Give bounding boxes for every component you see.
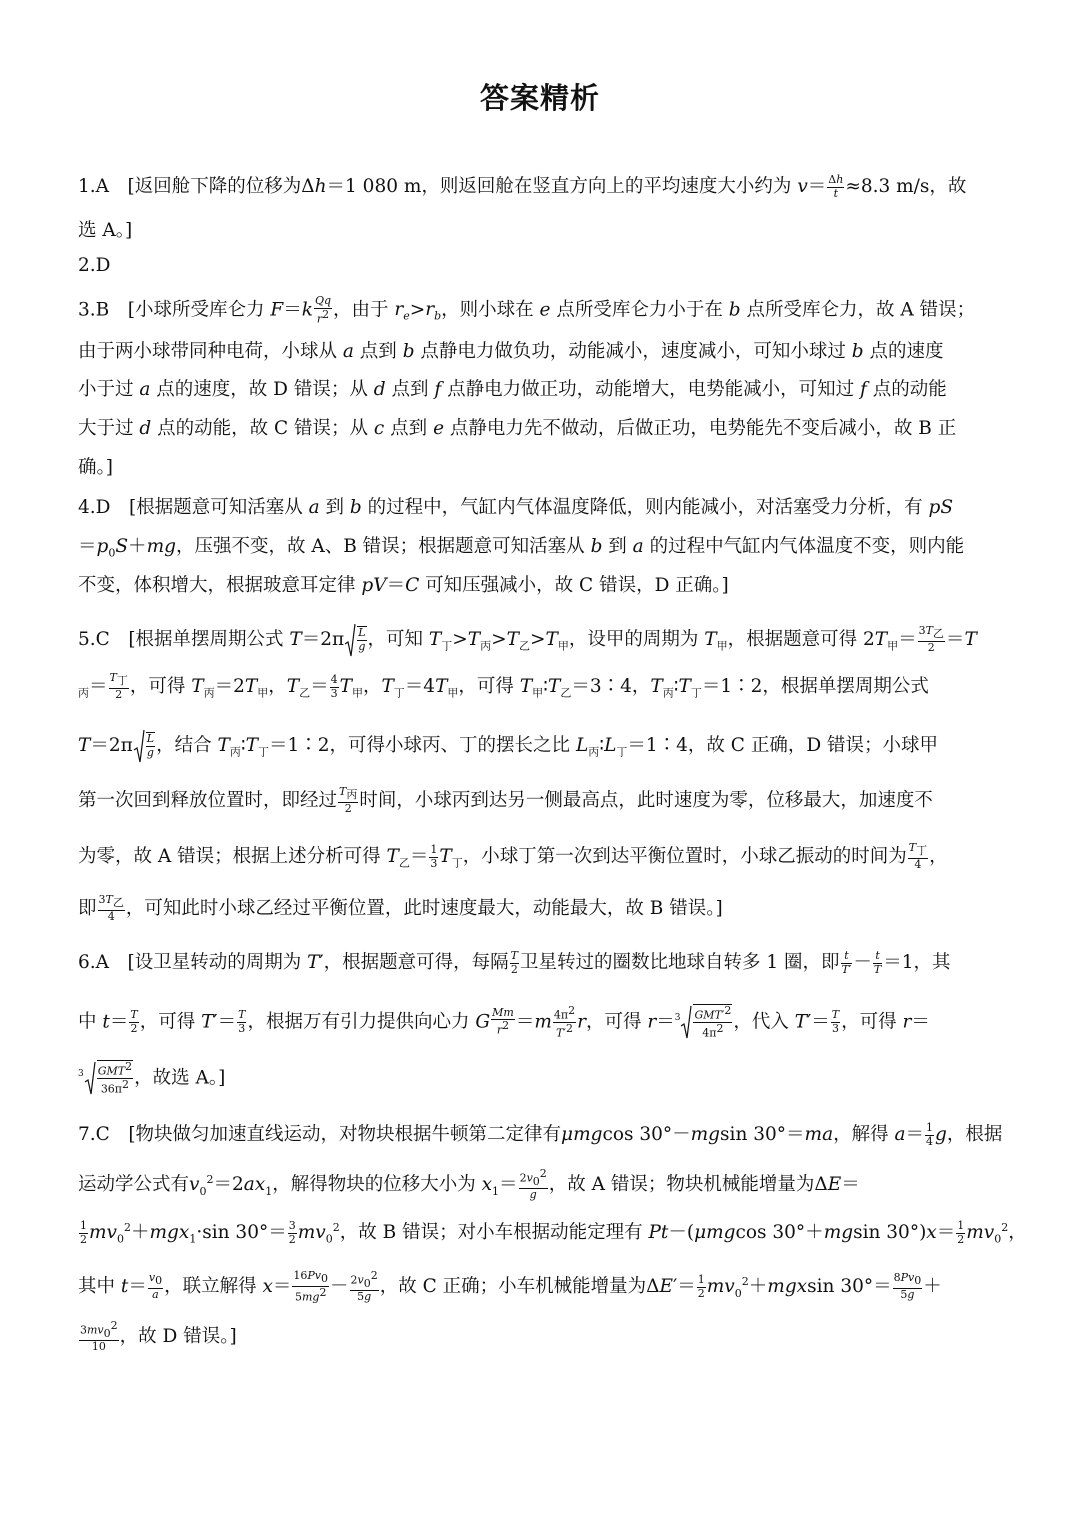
radical-icon [133, 728, 145, 764]
answer-6-line-2: 中 t＝ $\frac{T}{2}$ ，可得 T′＝ $\frac{T}{3}$ ，根据万有引力提供向心力 G $\frac{Mm}{r^2}$ ＝m $\frac{4\pi^2}{T'^2}$ r，可得 r＝$^3$ $GMT'^2$ $4\pi^2$ ，代入 T′＝ $\frac{T}{3}$ ，可得 r＝ [78, 1003, 930, 1040]
answer-3-number: 3.B [78, 299, 110, 321]
answer-4-line-1: 4.D [根据题意可知活塞从 a 到 b 的过程中，气缸内气体温度降低，则内能减小，对活塞受力分析，有 pS [78, 497, 954, 518]
answer-7-line-1: 7.C [物块做匀加速直线运动，对物块根据牛顿第二定律有μmgcos 30°－mgsin 30°＝ma，解得 a＝ $\frac{1}{4}$ g，根据 [78, 1120, 1003, 1148]
answer-6-number: 6.A [78, 952, 110, 973]
answer-6-line-1: 6.A [设卫星转动的周期为 T′，根据题意可得，每隔 $\frac{T}{2}$ 卫星转过的圈数比地球自转多 1 圈，即 $\frac{t}{T'}$ － $\frac{t}{T}$ ＝1，其 [78, 948, 951, 976]
answer-7-line-2: 运动学公式有$v_0^2=2ax_1$，解得物块的位移大小为 $x_1=$ $\frac{2v_0^2}{g}$ ，故 A 错误；物块机械能增量为ΔE＝ [78, 1167, 860, 1202]
answer-5-line-6: 即 $3T_乙$ 4 ，可知此时小球乙经过平衡位置，此时速度最大，动能最大，故 B 错误。] [78, 893, 723, 924]
answer-4-line-3: 不变，体积增大，根据玻意耳定律 pV＝C 可知压强减小，故 C 错误，D 正确。] [78, 575, 729, 596]
answer-3-line-2: 由于两小球带同种电荷，小球从 a 点到 b 点静电力做负功，动能减小，速度减小，可知小球过 b 点的速度 [78, 341, 944, 362]
answer-5-line-4: 第一次回到释放位置时，即经过 $T_丙$ 2 时间，小球丙到达另一侧最高点，此时速度为零，位移最大，加速度不 [78, 785, 933, 816]
radical-icon [680, 1004, 692, 1040]
page-title: 答案精析 [479, 81, 600, 115]
answer-4-line-2: $=p_0S+mg$，压强不变，故 A、B 错误；根据题意可知活塞从 b 到 a 的过程中气缸内气体温度不变，则内能 [78, 536, 965, 560]
answer-6-line-3: $^3$ GMT$^2$ $36\pi^2$ ，故选 A。] [78, 1060, 226, 1096]
radical-icon [84, 1060, 96, 1096]
answer-2-number: 2.D [78, 255, 111, 276]
radical-icon [344, 622, 356, 658]
answer-5-number: 5.C [78, 629, 110, 650]
answer-7-line-3: $\frac{1}{2}$ $mv_0^2+mgx_1\cdot\sin$ 30°＝ $\frac{3}{2}$ $mv_0^2$，故 B 错误；对小车根据动能定理有 Pt－(μmgcos 30°＋mgsin 30°)x＝ $\frac{1}{2}$ $mv_0^2$， [80, 1218, 1027, 1246]
answer-1-line-2: 选 A。] [78, 220, 133, 241]
answer-7-number: 7.C [78, 1124, 110, 1145]
answer-1-number: 1.A [78, 176, 110, 197]
answer-3-line-3: 小于过 a 点的速度，故 D 错误；从 d 点到 f 点静电力做正功，动能增大，电势能减小，可知过 f 点的动能 [78, 379, 947, 400]
answer-5-line-1: 5.C [根据单摆周期公式 T＝2π $\frac{L}{g}$ ，可知 $T_丁>T_丙>T_乙>T_甲$，设甲的周期为 $T_甲$，根据题意可得 $2T_甲=$ $3T_乙$ 2 ＝T [78, 622, 977, 658]
answer-3-line-5: 确。] [78, 457, 113, 478]
answer-7-line-5: $\frac{3mv_0^2}{10}$ ，故 D 错误。] [80, 1319, 237, 1354]
answer-4-number: 4.D [78, 497, 111, 518]
answer-5-line-3: T＝2π $\frac{L}{g}$ ，结合 $T_丙∶T_丁=1∶2$，可得小球丙、丁的摆长之比 $L_丙∶L_丁=1∶4$，故 C 正确，D 错误；小球甲 [78, 728, 938, 764]
answer-3-line-4: 大于过 d 点的动能，故 C 错误；从 c 点到 e 点静电力先不做动，后做正功，电势能先不变后减小，故 B 正 [78, 418, 957, 439]
answer-5-line-5: 为零，故 A 错误；根据上述分析可得 $T_乙=$ $\frac{1}{3}$ $T_丁$，小球丁第一次到达平衡位置时，小球乙振动的时间为 $T_丁$ 4 ， [78, 841, 948, 872]
answer-5-line-2: $_丙$＝ $T_丁$ 2 ，可得 $T_丙=2T_甲$，$T_乙=$ $\frac{4}{3}$ $T_甲$，$T_丁=4T_甲$，可得 $T_甲∶T_乙=3∶4$，$T_丙∶T_丁=1∶2$，根据单摆周期公式 [78, 671, 929, 702]
answer-7-line-4: 其中 t＝ $\frac{v_0}{a}$ ，联立解得 x＝ $\frac{16Pv_0}{5mg^2}$ － $\frac{2v_0^2}{5g}$ ，故 C 正确；小车机械能增量为ΔE′＝ $\frac{1}{2}$ $mv_0^2+mgxsin$ 30°＝ $\frac{8Pv_0}{5g}$ ＋ [78, 1269, 942, 1304]
answer-1-line-1: 1.A [返回舱下降的位移为Δh＝1 080 m，则返回舱在竖直方向上的平均速度大小约为 v＝ $\frac{\Delta h}{t}$ ≈8.3 m/s，故 [78, 172, 967, 200]
answer-3-line-1: 3.B [小球所受库仑力 F＝k $\frac{Qq}{r^2}$ ，由于 $r_e>r_b$，则小球在 e 点所受库仑力小于在 b 点所受库仑力，故 A 错误； [78, 294, 976, 326]
